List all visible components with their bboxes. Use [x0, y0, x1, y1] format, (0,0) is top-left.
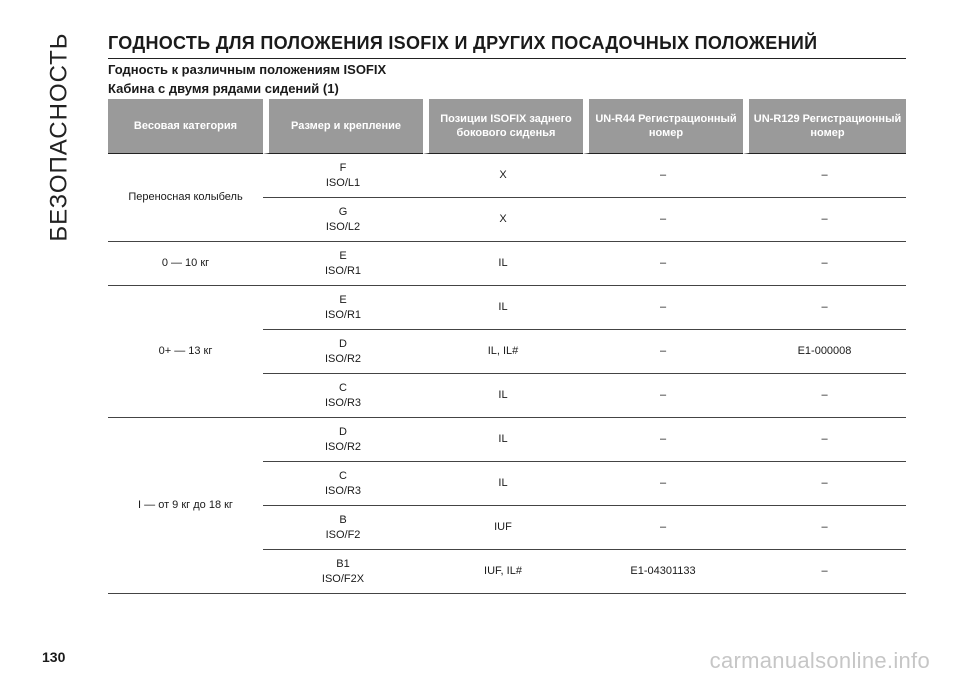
- size-class: B1: [336, 557, 350, 570]
- isofix-position-cell: IUF: [423, 506, 583, 550]
- fixture-code: ISO/R1: [324, 308, 362, 321]
- un-r44-cell: –: [583, 462, 743, 506]
- isofix-position-cell: IL, IL#: [423, 330, 583, 374]
- size-fixture-cell: [263, 374, 423, 418]
- un-r129-cell: –: [743, 506, 906, 550]
- un-r129-cell: –: [743, 374, 906, 418]
- un-r44-cell: –: [583, 418, 743, 462]
- un-r44-cell: –: [583, 154, 743, 198]
- section-side-label: [40, 22, 80, 252]
- isofix-position-cell: IL: [423, 374, 583, 418]
- fixture-code: ISO/F2X: [321, 572, 365, 585]
- fixture-code: ISO/R2: [324, 352, 362, 365]
- un-r44-cell: –: [583, 286, 743, 330]
- weight-category-cell: I — от 9 кг до 18 кг: [108, 418, 263, 594]
- un-r44-cell: –: [583, 374, 743, 418]
- table-body: [108, 154, 906, 594]
- size-fixture-cell: [263, 462, 423, 506]
- fixture-code: ISO/L2: [325, 220, 361, 233]
- isofix-position-cell: IL: [423, 286, 583, 330]
- un-r44-cell: –: [583, 330, 743, 374]
- subtitle-cabin: Кабина с двумя рядами сидений (1): [108, 81, 339, 96]
- subtitle-isofix: Годность к различным положениям ISOFIX: [108, 62, 387, 77]
- isofix-table: [108, 99, 906, 594]
- isofix-position-cell: X: [423, 154, 583, 198]
- un-r129-cell: –: [743, 462, 906, 506]
- size-fixture-cell: [263, 550, 423, 594]
- size-fixture-cell: [263, 242, 423, 286]
- size-class: E: [339, 293, 347, 306]
- isofix-position-cell: IL: [423, 418, 583, 462]
- size-class: F: [339, 161, 347, 174]
- un-r129-cell: –: [743, 242, 906, 286]
- size-class: D: [339, 425, 347, 438]
- isofix-position-cell: X: [423, 198, 583, 242]
- un-r129-cell: –: [743, 286, 906, 330]
- table-row: [108, 418, 906, 462]
- weight-category-cell: 0+ — 13 кг: [108, 286, 263, 418]
- watermark: carmanualsonline.info: [709, 648, 930, 673]
- header-un-r129: UN-R129 Регистрационный номер: [743, 99, 906, 154]
- un-r44-cell: –: [583, 506, 743, 550]
- size-fixture-cell: [263, 330, 423, 374]
- weight-category-cell: Переносная колыбель: [108, 154, 263, 242]
- un-r44-cell: –: [583, 242, 743, 286]
- size-class: G: [338, 205, 348, 218]
- size-fixture-cell: [263, 286, 423, 330]
- size-class: D: [339, 337, 347, 350]
- size-class: C: [339, 469, 347, 482]
- un-r44-cell: E1-04301133: [583, 550, 743, 594]
- header-isofix-positions: Позиции ISOFIX заднего бокового сиденья: [423, 99, 583, 154]
- un-r129-cell: –: [743, 198, 906, 242]
- fixture-code: ISO/F2: [325, 528, 361, 541]
- un-r129-cell: –: [743, 154, 906, 198]
- fixture-code: ISO/R2: [324, 440, 362, 453]
- size-class: B: [339, 513, 347, 526]
- fixture-code: ISO/R3: [324, 484, 362, 497]
- isofix-position-cell: IUF, IL#: [423, 550, 583, 594]
- page-number: 130: [42, 649, 66, 665]
- size-fixture-cell: [263, 198, 423, 242]
- header-weight-category: Весовая категория: [108, 99, 263, 154]
- weight-category-cell: 0 — 10 кг: [108, 242, 263, 286]
- isofix-position-cell: IL: [423, 462, 583, 506]
- table-row: [108, 286, 906, 330]
- size-fixture-cell: [263, 154, 423, 198]
- un-r129-cell: E1-000008: [743, 330, 906, 374]
- size-class: E: [339, 249, 347, 262]
- un-r129-cell: –: [743, 550, 906, 594]
- header-size-fixture: Размер и крепление: [263, 99, 423, 154]
- header-un-r44: UN-R44 Регистрационный номер: [583, 99, 743, 154]
- fixture-code: ISO/R3: [324, 396, 362, 409]
- table-header-row: [108, 99, 906, 154]
- table-row: [108, 242, 906, 286]
- table-row: [108, 154, 906, 198]
- size-fixture-cell: [263, 418, 423, 462]
- fixture-code: ISO/L1: [325, 176, 361, 189]
- fixture-code: ISO/R1: [324, 264, 362, 277]
- isofix-position-cell: IL: [423, 242, 583, 286]
- size-class: C: [339, 381, 347, 394]
- un-r44-cell: –: [583, 198, 743, 242]
- size-fixture-cell: [263, 506, 423, 550]
- un-r129-cell: –: [743, 418, 906, 462]
- page-title: ГОДНОСТЬ ДЛЯ ПОЛОЖЕНИЯ ISOFIX И ДРУГИХ ПОСАДОЧНЫХ ПОЛОЖЕНИЙ: [108, 33, 906, 59]
- section-side-text: БЕЗОПАСНОСТЬ: [46, 32, 74, 242]
